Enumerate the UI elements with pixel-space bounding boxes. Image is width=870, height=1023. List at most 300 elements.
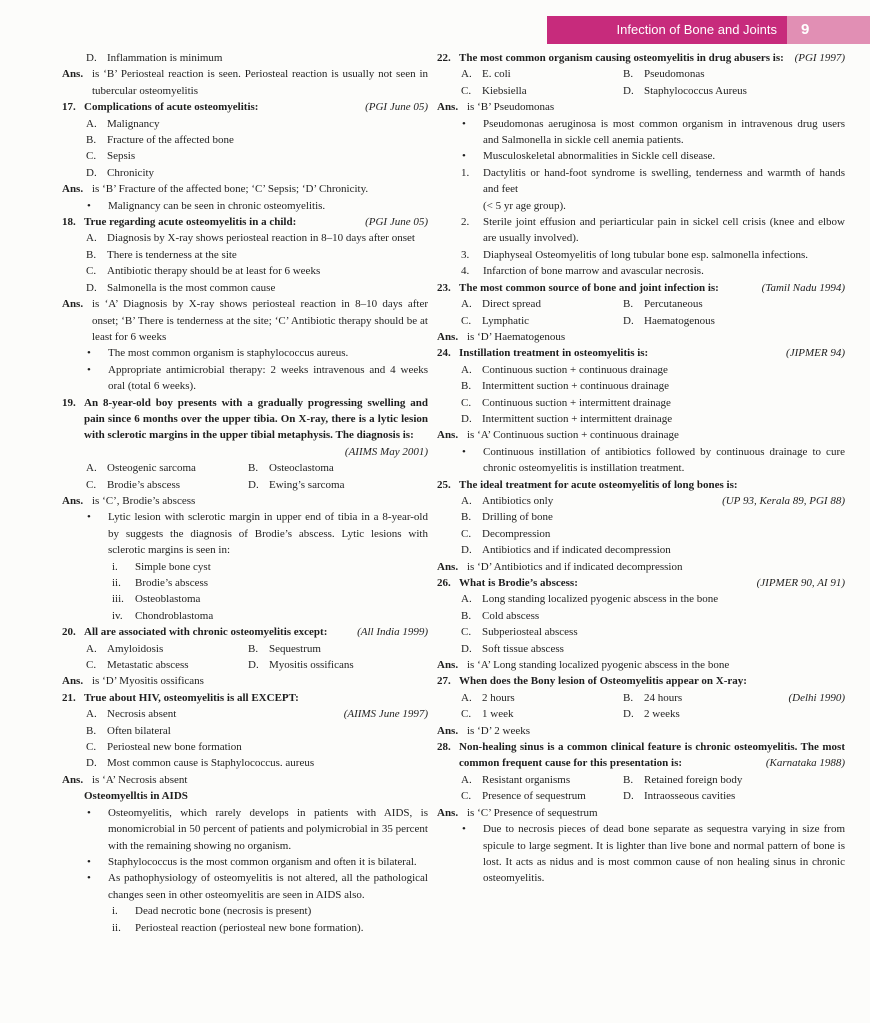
answer	[437, 723, 845, 739]
question	[62, 624, 428, 640]
option	[62, 132, 428, 148]
bullet-text: Osteomyelitis, which rarely develops in patients with AIDS, is monomicrobial in 50 percent of patients and polymicrobial in 35 percent with the remaining showing no organism.	[108, 806, 428, 852]
option-letter: B.	[461, 511, 472, 524]
bullet-item	[62, 805, 428, 854]
option-text: Pseudomonas	[644, 68, 705, 81]
option-letter: D.	[623, 84, 634, 97]
option	[623, 313, 845, 329]
chapter-title: Infection of Bone and Joints	[616, 22, 777, 37]
question-number: 22.	[437, 52, 451, 64]
roman-text: Chondroblastoma	[135, 609, 214, 622]
question-text: When does the Bony lesion of Osteomyelitis appear on X-ray:	[459, 675, 747, 688]
option	[437, 378, 845, 394]
option-text: Antibiotics only	[482, 494, 554, 507]
bullet-text: Appropriate antimicrobial therapy: 2 weeks intravenous and 4 weeks oral (total 6 weeks).	[108, 363, 428, 393]
question-text: Instillation treatment in osteomyelitis is:	[459, 347, 649, 360]
option	[62, 280, 428, 296]
option-letter: D.	[461, 642, 472, 655]
option	[62, 247, 428, 263]
bullet-marker	[87, 870, 91, 886]
right-column	[437, 50, 845, 887]
option-text: Periosteal new bone formation	[107, 741, 242, 754]
roman-item	[62, 591, 428, 607]
option	[437, 526, 845, 542]
option-letter: B.	[86, 134, 97, 147]
numbered-marker: 4.	[461, 265, 470, 278]
option-letter: B.	[623, 298, 634, 311]
option-letter: C.	[461, 84, 472, 97]
option	[62, 230, 428, 246]
question	[437, 280, 845, 296]
option	[437, 362, 845, 378]
answer-label: Ans.	[437, 429, 459, 442]
option	[461, 296, 623, 312]
bullet-marker	[462, 821, 466, 837]
option-letter: A.	[86, 462, 97, 475]
bullet-item	[62, 362, 428, 395]
option-text: Ewing’s sarcoma	[269, 478, 345, 491]
option	[461, 788, 623, 804]
option-letter: C.	[86, 265, 97, 278]
question-citation: (PGI 1997)	[794, 52, 845, 64]
answer-label: Ans.	[437, 101, 459, 114]
bullet-text: Musculoskeletal abnormalities in Sickle cell disease.	[483, 150, 716, 163]
bullet-marker	[462, 148, 466, 164]
question	[62, 690, 428, 706]
answer-label: Ans.	[437, 724, 459, 737]
option-letter: C.	[461, 314, 472, 327]
question-number: 20.	[62, 626, 76, 639]
option-letter: A.	[461, 68, 472, 81]
option-text: Metastatic abscess	[107, 659, 189, 672]
option-letter: B.	[623, 68, 634, 81]
option	[461, 66, 623, 82]
subheading	[62, 788, 428, 804]
numbered-marker: 2.	[461, 216, 470, 229]
option-text: Decompression	[482, 527, 551, 540]
answer	[437, 99, 845, 115]
option-text: Amyloidosis	[107, 642, 164, 655]
answer-text: is ‘A’ Continuous suction + continuous drainage	[467, 429, 679, 442]
option-text: Antibiotic therapy should be at least for 6 weeks	[107, 265, 321, 278]
option-row	[437, 772, 845, 788]
question	[62, 395, 428, 461]
bullet-item	[437, 148, 845, 164]
question-text: The ideal treatment for acute osteomyelitis of long bones is:	[459, 478, 738, 491]
option	[437, 509, 845, 525]
answer-text: is ‘A’ Diagnosis by X-ray shows periosteal reaction in 8–10 days after onset; ‘B’ There is tenderness at the site; ‘C’ Antibiotic therapy should be at least for 6 weeks	[92, 298, 428, 343]
numbered-item	[437, 247, 845, 263]
answer-label: Ans.	[437, 330, 459, 343]
option-letter: A.	[86, 642, 97, 655]
option-text: Percutaneous	[644, 298, 703, 311]
answer-label: Ans.	[437, 659, 459, 672]
answer-label: Ans.	[62, 675, 84, 688]
option-letter: A.	[86, 117, 97, 130]
option	[437, 493, 845, 509]
bullet-text: The most common organism is staphylococcus aureus.	[108, 347, 349, 360]
option	[623, 772, 845, 788]
option-text: Fracture of the affected bone	[107, 134, 234, 147]
option-text: Myositis ossificans	[269, 659, 354, 672]
answer	[437, 329, 845, 345]
question-number: 21.	[62, 691, 76, 704]
roman-text: Simple bone cyst	[135, 560, 211, 573]
option-text: Drilling of bone	[482, 511, 553, 524]
subheading-text: Osteomyelltis in AIDS	[84, 790, 188, 803]
chapter-title-bar	[547, 16, 787, 44]
answer-text: is ‘C’ Presence of sequestrum	[467, 806, 598, 819]
option-text: Salmonella is the most common cause	[107, 281, 276, 294]
option	[62, 263, 428, 279]
question-text: The most common organism causing osteomyelitis in drug abusers is:	[459, 52, 784, 64]
option-letter: A.	[461, 494, 472, 507]
option-text: Continuous suction + intermittent drainage	[482, 396, 671, 409]
option	[623, 296, 845, 312]
option-text: Sequestrum	[269, 642, 321, 655]
roman-text: Periosteal reaction (periosteal new bone formation).	[135, 921, 364, 934]
option-row	[62, 477, 428, 493]
answer-text: is ‘D’ Myositis ossificans	[92, 675, 204, 688]
question-number: 24.	[437, 347, 451, 360]
option-letter: B.	[248, 462, 259, 475]
option-row	[437, 788, 845, 804]
bullet-text: Malignancy can be seen in chronic osteomyelitis.	[108, 199, 326, 212]
question-text: True about HIV, osteomyelitis is all EXCEPT:	[84, 691, 299, 704]
option-letter: A.	[461, 363, 472, 376]
answer	[62, 493, 428, 509]
option-letter: C.	[86, 741, 97, 754]
option	[86, 641, 248, 657]
option-letter: C.	[461, 396, 472, 409]
bullet-text: Due to necrosis pieces of dead bone separate as sequestra varying in size from spicule to large segment. It is lighter than live bone and normal pattern of bone is lost. It acts as nidus and is most common cause of non healing sinus in chronic osteomyelitis.	[483, 823, 845, 885]
option-row	[437, 690, 845, 706]
option-text: Soft tissue abscess	[482, 642, 564, 655]
question-number: 17.	[62, 101, 76, 114]
option-letter: C.	[86, 478, 97, 491]
question	[437, 50, 845, 66]
option	[86, 460, 248, 476]
numbered-text: Infarction of bone marrow and avascular necrosis.	[483, 265, 704, 278]
question-citation: (Tamil Nadu 1994)	[761, 281, 845, 294]
option	[248, 477, 428, 493]
question-citation: (JIPMER 90, AI 91)	[756, 577, 845, 589]
option-text: Lymphatic	[482, 314, 530, 327]
option	[437, 624, 845, 640]
option	[461, 772, 623, 788]
bullet-item	[437, 821, 845, 887]
option-letter: A.	[86, 232, 97, 245]
question-number: 27.	[437, 675, 451, 688]
option-letter: D.	[623, 314, 634, 327]
option-letter: D.	[623, 790, 634, 803]
answer-text: is ‘D’ 2 weeks	[467, 724, 531, 737]
option-letter: D.	[86, 166, 97, 179]
option-text: 2 hours	[482, 691, 515, 704]
bullet-item	[62, 198, 428, 214]
option-letter: C.	[461, 527, 472, 540]
option-letter: D.	[248, 478, 259, 491]
option-text: Necrosis absent	[107, 708, 177, 721]
bullet-text: Lytic lesion with sclerotic margin in upper end of tibia in a 8-year-old by suggests the diagnosis of Brodie’s abscess. Lytic lesions with sclerotic margins is seen in:	[108, 511, 428, 557]
option-text: Osteoclastoma	[269, 462, 334, 475]
option-letter: B.	[623, 691, 634, 704]
continuation-text: (< 5 yr age group).	[483, 199, 566, 212]
bullet-marker	[87, 854, 91, 870]
option-text: Resistant organisms	[482, 773, 571, 786]
option	[62, 706, 428, 722]
option-text: Malignancy	[107, 117, 160, 130]
question-citation: (PGI June 05)	[365, 101, 428, 114]
option	[623, 690, 845, 706]
option-letter: B.	[86, 724, 97, 737]
answer-text: is ‘A’ Long standing localized pyogenic abscess in the bone	[467, 659, 730, 672]
option-text: 2 weeks	[644, 708, 680, 721]
option-letter: C.	[461, 626, 472, 639]
bullet-text: Continuous instillation of antibiotics followed by continuous drainage to cure chronic osteomyelitis is instillation treatment.	[483, 445, 845, 475]
option	[437, 608, 845, 624]
option	[86, 657, 248, 673]
question-text: True regarding acute osteomyelitis in a child:	[84, 216, 297, 229]
answer	[437, 805, 845, 821]
bullet-marker	[87, 345, 91, 361]
roman-text: Osteoblastoma	[135, 593, 201, 606]
option	[62, 116, 428, 132]
option-letter: D.	[86, 52, 97, 64]
answer-label: Ans.	[62, 494, 84, 507]
question-number: 25.	[437, 478, 451, 491]
question-text: Non-healing sinus is a common clinical feature is chronic osteomyelitis. The most common frequent cause for this presentation is:	[459, 741, 845, 770]
option-text: Intermittent suction + continuous drainage	[482, 380, 670, 393]
option-text: Presence of sequestrum	[482, 790, 586, 803]
option-row	[437, 313, 845, 329]
answer-label: Ans.	[62, 183, 84, 196]
question-text: All are associated with chronic osteomyelitis except:	[84, 626, 328, 639]
option-letter: B.	[461, 380, 472, 393]
numbered-item	[437, 263, 845, 279]
option	[86, 477, 248, 493]
question-text: What is Brodie’s abscess:	[459, 577, 578, 589]
option	[461, 313, 623, 329]
question	[62, 214, 428, 230]
answer	[62, 673, 428, 689]
option-letter: A.	[461, 298, 472, 311]
option-letter: A.	[86, 708, 97, 721]
option-text: Osteogenic sarcoma	[107, 462, 196, 475]
bullet-marker	[87, 362, 91, 378]
question	[437, 673, 845, 689]
option	[62, 723, 428, 739]
option-letter: A.	[461, 593, 472, 606]
option	[461, 690, 623, 706]
question	[437, 575, 845, 591]
bullet-marker	[87, 805, 91, 821]
question	[437, 739, 845, 772]
roman-marker: i.	[112, 560, 118, 573]
option	[623, 83, 845, 99]
answer	[437, 559, 845, 575]
option-text: Antibiotics and if indicated decompression	[482, 544, 671, 557]
option-letter: D.	[623, 708, 634, 721]
option-letter: C.	[461, 708, 472, 721]
answer	[62, 66, 428, 99]
option	[62, 50, 428, 66]
option-letter: D.	[86, 757, 97, 770]
answer-text: is ‘A’ Necrosis absent	[92, 773, 188, 786]
option-letter: B.	[86, 248, 97, 261]
numbered-marker: 1.	[461, 166, 470, 179]
option	[623, 66, 845, 82]
option-row	[437, 706, 845, 722]
question-citation: (JIPMER 94)	[786, 347, 845, 360]
answer-text: is ‘B’ Fracture of the affected bone; ‘C’ Sepsis; ‘D’ Chronicity.	[92, 183, 369, 196]
option-text: Staphylococcus Aureus	[644, 84, 747, 97]
numbered-text: Sterile joint effusion and periarticular pain in sickel cell crisis (knee and elbow are usually involved).	[483, 216, 845, 245]
numbered-text: Dactylitis or hand-foot syndrome is swelling, tenderness and warmth of hands and feet	[483, 166, 845, 196]
option-letter: A.	[461, 773, 472, 786]
option-letter: D.	[461, 412, 472, 425]
option-text: Most common cause is Staphylococcus. aureus	[107, 757, 315, 770]
option	[437, 641, 845, 657]
roman-item	[62, 903, 428, 919]
option-text: Intermittent suction + intermittent drainage	[482, 412, 673, 425]
option	[623, 706, 845, 722]
page-number: 9	[801, 21, 810, 38]
roman-text: Dead necrotic bone (necrosis is present)	[135, 905, 312, 918]
option-text: Intraosseous cavities	[644, 790, 736, 803]
option	[62, 739, 428, 755]
option-text: Often bilateral	[107, 724, 171, 737]
answer-label: Ans.	[437, 560, 459, 573]
question-citation: (AIIMS May 2001)	[344, 445, 428, 458]
question	[62, 99, 428, 115]
page-number-box	[787, 16, 870, 44]
answer	[62, 181, 428, 197]
option-letter: A.	[461, 691, 472, 704]
option	[437, 395, 845, 411]
question-number: 23.	[437, 281, 451, 294]
answer-text: is ‘D’ Antibiotics and if indicated decompression	[467, 560, 683, 573]
option-letter: C.	[86, 659, 97, 672]
option-letter: B.	[461, 609, 472, 622]
option-row	[437, 296, 845, 312]
bullet-item	[437, 116, 845, 149]
option-letter: B.	[623, 773, 634, 786]
option-row	[437, 83, 845, 99]
roman-marker: i.	[112, 905, 118, 918]
roman-text: Brodie’s abscess	[135, 577, 209, 589]
question-text: An 8-year-old boy presents with a gradually progressing swelling and pain since 6 months over the upper tibia. On X-ray, there is a lytic lesion with sclerotic margins in the upper tibial metaphysis. The diagnosis is:	[84, 396, 428, 442]
option-text: Retained foreign body	[644, 773, 743, 786]
option-text: Kiebsiella	[482, 84, 527, 97]
option	[461, 706, 623, 722]
option	[437, 591, 845, 607]
option-text: Continuous suction + continuous drainage	[482, 363, 668, 376]
roman-marker: ii.	[112, 921, 121, 934]
numbered-text: Diaphyseal Osteomyelitis of long tubular bone esp. salmonella infections.	[483, 248, 809, 261]
option	[461, 83, 623, 99]
numbered-item	[437, 214, 845, 247]
option-text: 1 week	[482, 708, 514, 721]
bullet-item	[62, 854, 428, 870]
option	[623, 788, 845, 804]
roman-marker: ii.	[112, 577, 121, 589]
question-citation: (Karnataka 1988)	[765, 757, 845, 770]
option-text: Chronicity	[107, 166, 155, 179]
question-text: The most common source of bone and joint infection is:	[459, 281, 719, 294]
option-text: Inflammation is minimum	[107, 52, 223, 64]
option	[437, 542, 845, 558]
option	[437, 411, 845, 427]
roman-item	[62, 575, 428, 591]
option-text: E. coli	[482, 68, 511, 81]
option-text: Cold abscess	[482, 609, 540, 622]
roman-marker: iii.	[112, 593, 124, 606]
answer-text: is ‘C’, Brodie’s abscess	[92, 494, 196, 507]
option-text: Sepsis	[107, 150, 136, 163]
answer	[437, 657, 845, 673]
question-citation: (All India 1999)	[357, 626, 428, 639]
question-number: 18.	[62, 216, 76, 229]
option-letter: D.	[248, 659, 259, 672]
question-number: 26.	[437, 577, 451, 589]
option	[248, 641, 428, 657]
option-letter: C.	[86, 150, 97, 163]
bullet-item	[62, 509, 428, 558]
option-letter: D.	[86, 281, 97, 294]
option-row	[62, 641, 428, 657]
option-text: Direct spread	[482, 298, 541, 311]
answer-text: is ‘D’ Haematogenous	[467, 330, 566, 343]
option-citation: (AIIMS June 1997)	[343, 708, 428, 721]
option-letter: B.	[248, 642, 259, 655]
answer	[62, 772, 428, 788]
roman-item	[62, 920, 428, 936]
answer-label: Ans.	[62, 773, 84, 786]
option-text: There is tenderness at the site	[107, 248, 237, 261]
option-row	[62, 657, 428, 673]
bullet-marker	[87, 198, 91, 214]
option-text: 24 hours	[644, 691, 683, 704]
option	[248, 657, 428, 673]
question-number: 19.	[62, 396, 76, 409]
question-citation: (PGI June 05)	[365, 216, 428, 229]
option-text: Subperiosteal abscess	[482, 626, 578, 639]
option-text: Haematogenous	[644, 314, 715, 327]
option-citation: (Delhi 1990)	[788, 691, 845, 704]
option-row	[62, 460, 428, 476]
left-column	[62, 50, 428, 936]
option-letter: D.	[461, 544, 472, 557]
bullet-item	[62, 345, 428, 361]
answer-label: Ans.	[62, 298, 84, 311]
option-text: Brodie’s abscess	[107, 478, 181, 491]
option	[62, 755, 428, 771]
answer-label: Ans.	[437, 806, 459, 819]
option	[248, 460, 428, 476]
option-row	[437, 66, 845, 82]
question	[437, 345, 845, 361]
question-number: 28.	[437, 741, 451, 754]
bullet-marker	[87, 509, 91, 525]
bullet-text: As pathophysiology of osteomyelitis is not altered, all the pathological changes seen in other osteomyelitis are seen in AIDS also.	[108, 872, 428, 901]
question	[437, 477, 845, 493]
numbered-item	[437, 165, 845, 198]
roman-item	[62, 559, 428, 575]
option	[62, 165, 428, 181]
option-citation: (UP 93, Kerala 89, PGI 88)	[722, 494, 845, 507]
bullet-marker	[462, 116, 466, 132]
